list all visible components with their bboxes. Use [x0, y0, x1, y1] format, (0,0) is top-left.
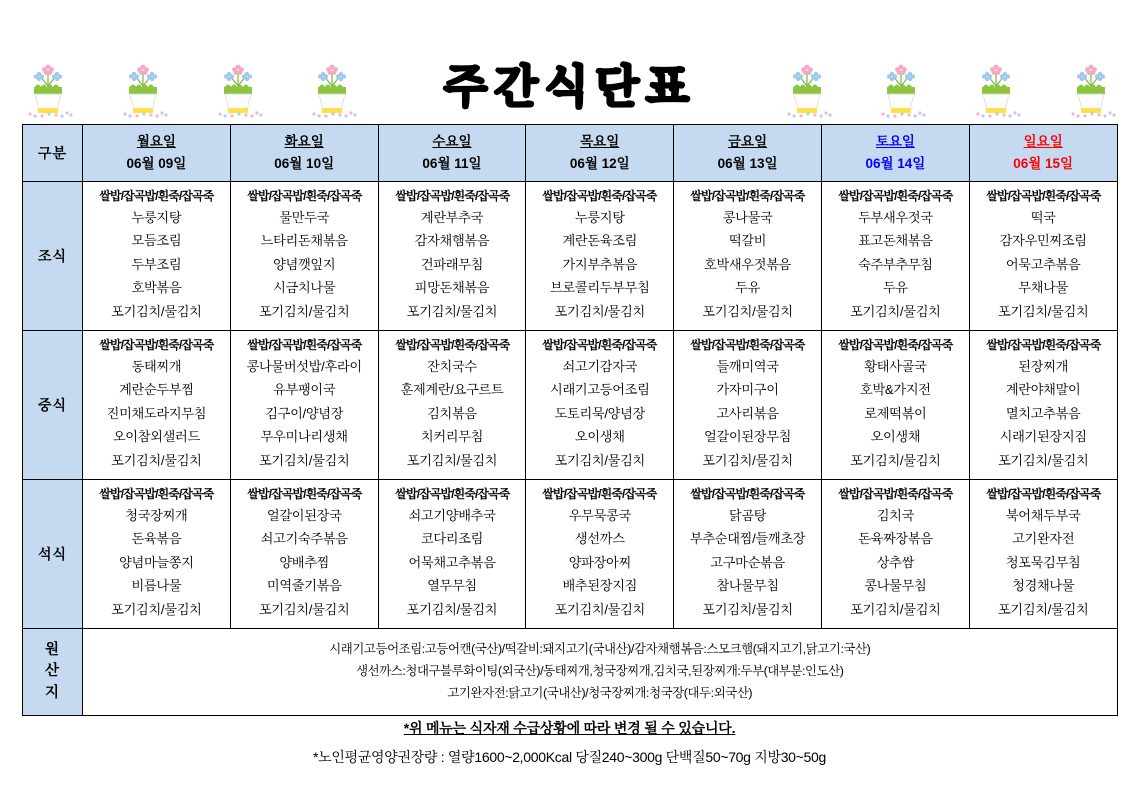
menu-item-list	[231, 504, 378, 622]
menu-item: 참나물무침	[716, 578, 779, 594]
menu-item: 진미채도라지무침	[106, 405, 207, 421]
menu-item: 동태찌개	[131, 358, 182, 374]
day-of-week-label: 금요일	[728, 133, 768, 149]
page-title-container	[400, 52, 740, 120]
menu-item: 호박새우젓볶음	[704, 256, 792, 272]
menu-item: 상추쌈	[876, 554, 915, 570]
day-of-week-label: 토요일	[875, 133, 915, 149]
menu-cell	[378, 182, 526, 331]
menu-item-list	[83, 504, 230, 622]
day-date-label: 06월 12일	[569, 156, 630, 171]
menu-item-list	[83, 355, 230, 473]
menu-item: 양배추찜	[279, 554, 330, 570]
menu-item: 포기김치/물김치	[258, 303, 350, 319]
menu-item: 시래기고등어조림	[550, 382, 650, 398]
menu-item: 포기김치/물김치	[702, 601, 793, 617]
menu-item: 시금치나물	[273, 280, 336, 296]
menu-item: 포기김치/물김치	[111, 452, 202, 468]
menu-item: 포기김치/물김치	[258, 452, 350, 468]
menu-item: 계란순두부찜	[119, 382, 194, 398]
menu-item: 포기김치/물김치	[850, 452, 941, 468]
menu-item: 포기김치/물김치	[111, 601, 202, 617]
rice-options-label: 쌀밥/잡곡밥/흰죽/잡곡죽	[542, 188, 657, 203]
menu-item: 포기김치/물김치	[258, 601, 350, 617]
menu-item: 가지부추볶음	[562, 256, 638, 272]
menu-item: 고사리볶음	[716, 405, 779, 421]
menu-item-list	[379, 504, 526, 622]
menu-item: 고기완자전	[1012, 531, 1075, 547]
menu-item-list	[674, 355, 821, 473]
menu-item: 로제떡볶이	[864, 405, 927, 421]
page-title: 주간식단표	[443, 59, 697, 113]
menu-item: 치커리무침	[420, 429, 484, 445]
menu-item: 양념깻잎지	[273, 256, 336, 272]
menu-item: 포기김치/물김치	[997, 452, 1089, 468]
menu-item: 배추된장지짐	[562, 578, 638, 594]
day-date-label: 06월 11일	[422, 156, 482, 171]
menu-item: 포기김치/물김치	[406, 452, 498, 468]
menu-item: 얼갈이된장국	[266, 507, 342, 523]
menu-item: 김치볶음	[427, 405, 477, 421]
menu-item: 두부조림	[131, 256, 182, 272]
footer-notes	[0, 718, 1139, 767]
menu-item: 미역줄기볶음	[266, 578, 342, 594]
menu-cell	[526, 331, 674, 480]
rice-options-label: 쌀밥/잡곡밥/흰죽/잡곡죽	[99, 486, 214, 501]
rice-options-label: 쌀밥/잡곡밥/흰죽/잡곡죽	[838, 486, 953, 501]
menu-item: 두유	[882, 280, 908, 296]
menu-item: 유부팽이국	[273, 382, 336, 398]
menu-cell	[83, 480, 231, 629]
origin-line: 시래기고등어조림:고등어캔(국산)/떡갈비:돼지고기(국내산)/감자채햄볶음:스모크햄(돼지고기,닭고기:국산)	[329, 642, 871, 657]
menu-cell	[230, 331, 378, 480]
menu-item: 북어채두부국	[1005, 507, 1081, 523]
menu-item: 계란돈육조림	[562, 233, 638, 249]
menu-item: 코다리조림	[420, 531, 484, 547]
menu-item: 포기김치/물김치	[997, 303, 1089, 319]
menu-cell	[83, 182, 231, 331]
menu-item: 김치국	[876, 507, 915, 523]
menu-item: 어묵고추볶음	[1005, 256, 1081, 272]
menu-item: 느타리돈채볶음	[260, 233, 348, 249]
menu-cell	[526, 480, 674, 629]
rice-options-label: 쌀밥/잡곡밥/흰죽/잡곡죽	[394, 337, 510, 352]
menu-item: 누룽지탕	[574, 209, 625, 225]
menu-item: 부추순대찜/들깨초장	[689, 531, 806, 547]
menu-item: 된장찌개	[1018, 358, 1069, 374]
rice-options-label: 쌀밥/잡곡밥/흰죽/잡곡죽	[986, 188, 1101, 203]
day-date-label: 06월 15일	[1013, 156, 1074, 171]
day-of-week-label: 화요일	[284, 133, 324, 149]
day-date-label: 06월 14일	[865, 156, 926, 171]
menu-cell	[230, 182, 378, 331]
rice-options-label: 쌀밥/잡곡밥/흰죽/잡곡죽	[838, 188, 953, 203]
menu-item: 양파장아찌	[568, 554, 631, 570]
menu-item: 포기김치/물김치	[997, 601, 1089, 617]
menu-cell	[821, 480, 969, 629]
menu-cell	[969, 182, 1117, 331]
menu-item: 돈육볶음	[131, 531, 182, 547]
menu-item: 청경채나물	[1012, 578, 1075, 594]
meal-row-dinner	[23, 480, 1118, 629]
rice-options-label: 쌀밥/잡곡밥/흰죽/잡곡죽	[690, 188, 805, 203]
menu-item: 김구이/양념장	[265, 405, 344, 421]
flower-pot-icon	[1065, 52, 1117, 118]
flower-pot-icon	[212, 52, 264, 118]
menu-item: 양념마늘쫑지	[119, 554, 194, 570]
menu-item-list	[674, 206, 821, 324]
menu-item: 숙주부추무침	[858, 256, 933, 272]
rice-options-label: 쌀밥/잡곡밥/흰죽/잡곡죽	[394, 188, 510, 203]
menu-item: 포기김치/물김치	[702, 303, 793, 319]
menu-item: 돈육짜장볶음	[858, 531, 933, 547]
menu-item: 가자미구이	[716, 382, 779, 398]
menu-cell	[83, 331, 231, 480]
meal-row-breakfast	[23, 182, 1118, 331]
rice-options-label: 쌀밥/잡곡밥/흰죽/잡곡죽	[542, 337, 657, 352]
menu-cell	[230, 480, 378, 629]
menu-item: 포기김치/물김치	[554, 452, 645, 468]
day-header-wednesday	[378, 125, 526, 182]
menu-item-list	[379, 355, 526, 473]
menu-item: 고구마순볶음	[710, 554, 785, 570]
rice-options-label: 쌀밥/잡곡밥/흰죽/잡곡죽	[690, 486, 805, 501]
menu-item: 포기김치/물김치	[702, 452, 793, 468]
table-header-row	[23, 125, 1118, 182]
menu-item-list	[231, 206, 378, 324]
origin-row	[23, 629, 1118, 716]
rice-options-label: 쌀밥/잡곡밥/흰죽/잡곡죽	[247, 337, 362, 352]
day-of-week-label: 일요일	[1023, 133, 1063, 149]
meal-row-lunch	[23, 331, 1118, 480]
meal-label-dinner: 석식	[23, 480, 83, 629]
flower-pot-icon	[781, 52, 833, 118]
menu-cell	[526, 182, 674, 331]
menu-item: 떡갈비	[728, 233, 767, 249]
day-header-monday	[83, 125, 231, 182]
menu-item-list	[822, 504, 969, 622]
day-header-sunday	[969, 125, 1117, 182]
menu-item: 감자우민찌조림	[999, 233, 1087, 249]
meal-label-breakfast: 조식	[23, 182, 83, 331]
nutrition-recommendation-notice: *노인평균영양권장량 : 열량1600~2,000Kcal 당질240~300g 단백질50~70g 지방30~50g	[313, 749, 826, 765]
menu-item-list	[674, 504, 821, 622]
origin-label-char: 산	[44, 663, 60, 680]
weekly-menu-table	[22, 124, 1118, 716]
menu-item: 얼갈이된장무침	[704, 429, 792, 445]
menu-item: 계란부추국	[420, 209, 484, 225]
menu-item: 피망돈채볶음	[414, 280, 490, 296]
day-header-saturday	[821, 125, 969, 182]
menu-item: 모듬조림	[131, 233, 182, 249]
menu-cell	[378, 480, 526, 629]
menu-item-list	[970, 504, 1117, 622]
meal-label-lunch: 중식	[23, 331, 83, 480]
menu-item: 우무묵콩국	[568, 507, 631, 523]
menu-item: 어묵채고추볶음	[408, 554, 496, 570]
menu-item: 호박볶음	[131, 280, 182, 296]
origin-label	[23, 629, 83, 716]
menu-item-list	[83, 206, 230, 324]
menu-item: 포기김치/물김치	[111, 303, 202, 319]
origin-label-char: 지	[44, 684, 60, 701]
menu-item: 두유	[735, 280, 761, 296]
menu-item: 무채나물	[1018, 280, 1069, 296]
menu-item: 표고돈채볶음	[858, 233, 933, 249]
menu-item: 들깨미역국	[716, 358, 779, 374]
menu-item: 콩나물무침	[864, 578, 927, 594]
menu-item: 감자채햄볶음	[414, 233, 490, 249]
menu-cell	[378, 331, 526, 480]
rice-options-label: 쌀밥/잡곡밥/흰죽/잡곡죽	[394, 486, 510, 501]
rice-options-label: 쌀밥/잡곡밥/흰죽/잡곡죽	[986, 337, 1101, 352]
flower-pot-icon	[970, 52, 1022, 118]
menu-item: 누룽지탕	[131, 209, 182, 225]
column-header-gubun: 구분	[23, 125, 83, 182]
menu-item: 오이참외샐러드	[112, 429, 200, 445]
day-of-week-label: 목요일	[580, 133, 620, 149]
origin-line: 생선까스:청대구블루화이팅(외국산)/동태찌개,청국장찌개,김치국,된장찌개:두부(대부분:인도산)	[356, 664, 844, 679]
menu-item: 포기김치/물김치	[850, 601, 941, 617]
menu-item: 도토리묵/양념장	[554, 405, 645, 421]
menu-cell	[674, 182, 822, 331]
menu-item-list	[231, 355, 378, 473]
menu-item: 훈제계란/요구르트	[400, 382, 504, 398]
menu-cell	[821, 182, 969, 331]
menu-item: 쇠고기감자국	[562, 358, 638, 374]
menu-item: 시래기된장지짐	[999, 429, 1087, 445]
menu-item: 멸치고추볶음	[1005, 405, 1081, 421]
rice-options-label: 쌀밥/잡곡밥/흰죽/잡곡죽	[99, 337, 214, 352]
menu-item-list	[822, 206, 969, 324]
flower-pot-icon	[306, 52, 358, 118]
rice-options-label: 쌀밥/잡곡밥/흰죽/잡곡죽	[690, 337, 805, 352]
menu-item-list	[970, 206, 1117, 324]
menu-item-list	[526, 355, 673, 473]
menu-item-list	[822, 355, 969, 473]
menu-item: 호박&가지전	[860, 382, 931, 398]
menu-item: 비름나물	[131, 578, 182, 594]
menu-item: 두부새우젓국	[858, 209, 933, 225]
rice-options-label: 쌀밥/잡곡밥/흰죽/잡곡죽	[986, 486, 1101, 501]
menu-item-list	[526, 504, 673, 622]
menu-item: 포기김치/물김치	[406, 601, 498, 617]
menu-item: 오이생채	[870, 429, 921, 445]
menu-cell	[674, 331, 822, 480]
menu-item: 포기김치/물김치	[850, 303, 941, 319]
flower-pot-icon	[117, 52, 169, 118]
menu-cell	[969, 331, 1117, 480]
menu-item: 잔치국수	[427, 358, 477, 374]
menu-item: 포기김치/물김치	[554, 303, 645, 319]
menu-item: 포기김치/물김치	[554, 601, 645, 617]
origin-label-char: 원	[44, 642, 60, 659]
rice-options-label: 쌀밥/잡곡밥/흰죽/잡곡죽	[838, 337, 953, 352]
rice-options-label: 쌀밥/잡곡밥/흰죽/잡곡죽	[247, 486, 362, 501]
flower-pot-icon	[875, 52, 927, 118]
menu-item: 콩나물국	[722, 209, 773, 225]
menu-item: 포기김치/물김치	[406, 303, 498, 319]
title-banner	[0, 52, 1139, 120]
day-header-tuesday	[230, 125, 378, 182]
menu-item-list	[526, 206, 673, 324]
rice-options-label: 쌀밥/잡곡밥/흰죽/잡곡죽	[542, 486, 657, 501]
flower-pot-icon	[22, 52, 74, 118]
menu-item: 콩나물버섯밥/후라이	[246, 358, 362, 374]
menu-item: 청국장찌개	[125, 507, 188, 523]
origin-line: 고기완자전:닭고기(국내산)/청국장찌개:청국장(대두:외국산)	[447, 685, 753, 700]
day-date-label: 06월 10일	[274, 156, 335, 171]
menu-item: 청포묵김무침	[1005, 554, 1081, 570]
origin-content	[83, 629, 1118, 716]
menu-item: 열무무침	[427, 578, 477, 594]
menu-item: 계란야채말이	[1005, 382, 1081, 398]
menu-change-notice: *위 메뉴는 식자재 수급상황에 따라 변경 될 수 있습니다.	[403, 720, 736, 736]
rice-options-label: 쌀밥/잡곡밥/흰죽/잡곡죽	[99, 188, 214, 203]
day-header-friday	[674, 125, 822, 182]
day-of-week-label: 수요일	[432, 133, 472, 149]
menu-item: 브로콜리두부무침	[550, 280, 650, 296]
menu-item-list	[379, 206, 526, 324]
menu-item: 물만두국	[279, 209, 330, 225]
menu-item: 무우미나리생채	[260, 429, 348, 445]
menu-cell	[674, 480, 822, 629]
menu-item: 생선까스	[574, 531, 625, 547]
menu-item: 건파래무침	[420, 256, 484, 272]
day-date-label: 06월 13일	[717, 156, 778, 171]
menu-cell	[821, 331, 969, 480]
rice-options-label: 쌀밥/잡곡밥/흰죽/잡곡죽	[247, 188, 362, 203]
menu-cell	[969, 480, 1117, 629]
menu-item: 쇠고기양배추국	[408, 507, 496, 523]
menu-item: 닭곰탕	[728, 507, 767, 523]
menu-item: 쇠고기숙주볶음	[260, 531, 348, 547]
day-date-label: 06월 09일	[126, 156, 187, 171]
menu-item: 황태사골국	[864, 358, 927, 374]
day-header-thursday	[526, 125, 674, 182]
day-of-week-label: 월요일	[136, 133, 176, 149]
menu-item: 떡국	[1030, 209, 1056, 225]
menu-item: 오이생채	[574, 429, 625, 445]
menu-item-list	[970, 355, 1117, 473]
